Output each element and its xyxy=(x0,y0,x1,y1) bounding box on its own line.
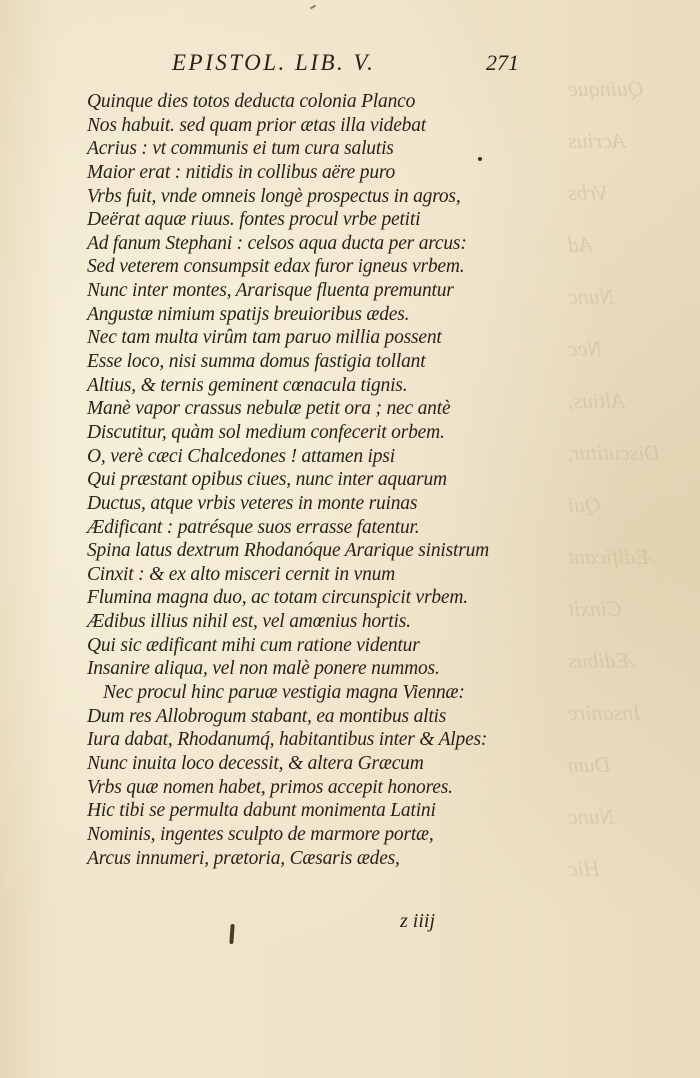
verse-line: Flumina magna duo, ac totam circunspicit vrbem. xyxy=(87,587,468,609)
verse-line: Nec procul hinc paruæ vestigia magna Viennæ: xyxy=(103,682,465,704)
verse-line: Vrbs fuit, vnde omneis longè prospectus in agros, xyxy=(87,185,461,207)
verse-line: Iura dabat, Rhodanumq́, habitantibus inter & Alpes: xyxy=(87,729,488,751)
show-through-text xyxy=(560,60,700,920)
show-through-line: Altius, xyxy=(568,388,625,413)
show-through-line: Ad xyxy=(568,232,593,257)
show-through-line: Hic xyxy=(568,856,600,881)
verse-line: O, verè cæci Chalcedones ! attamen ipsi xyxy=(87,445,395,467)
verse-line: Spina latus dextrum Rhodanóque Ararique sinistrum xyxy=(87,540,490,562)
verse-line: Nos habuit. sed quam prior ætas illa videbat xyxy=(87,114,426,136)
show-through-line: Quinque xyxy=(568,76,644,101)
verse-line: Dum res Allobrogum stabant, ea montibus altis xyxy=(87,705,447,727)
verse-line: Vrbs quæ nomen habet, primos accepit honores. xyxy=(87,776,453,798)
running-head: EPISTOL. LIB. V. xyxy=(172,50,376,75)
verse-line: Acrius : vt communis ei tum cura salutis xyxy=(87,138,394,160)
ink-speck xyxy=(478,157,482,161)
verse-line: Sed veterem consumpsit edax furor igneus vrbem. xyxy=(87,256,465,278)
verse-line: Hic tibi se permulta dabunt monimenta Latini xyxy=(87,800,436,822)
verse-line: Ædibus illius nihil est, vel amœnius hortis. xyxy=(87,611,411,633)
show-through-line: Nunc xyxy=(568,284,615,309)
show-through-line: Qui xyxy=(568,492,601,517)
verse-line: Qui præstant opibus ciues, nunc inter aquarum xyxy=(87,469,447,491)
verse-line: Nec tam multa virûm tam paruo millia possent xyxy=(87,327,442,349)
verse-line: Quinque dies totos deducta colonia Planco xyxy=(87,91,416,112)
verse-line: Esse loco, nisi summa domus fastigia tollant xyxy=(87,351,426,373)
verse-line: Manè vapor crassus nebulæ petit ora ; nec antè xyxy=(87,398,451,420)
verse-line: Nominis, ingentes sculpto de marmore portæ, xyxy=(87,823,434,845)
show-through-line: Vrbs xyxy=(568,180,608,205)
verse-line: Qui sic ædificant mihi cum ratione videntur xyxy=(87,634,420,656)
verse-line: Nunc inuita loco decessit, & altera Græcum xyxy=(87,752,424,774)
show-through-line: Discutitur, xyxy=(568,440,661,465)
verse-line: Arcus innumeri, prætoria, Cæsaris ædes, xyxy=(87,847,400,869)
signature-mark: z iiij xyxy=(400,910,436,932)
verse-line: Ædificant : patrésque suos errasse fatentur. xyxy=(87,516,420,538)
show-through-line: Nec xyxy=(568,336,603,361)
show-through-line: Ædibus xyxy=(568,648,636,673)
show-through-line: Nunc xyxy=(568,804,615,829)
show-through-line: Dum xyxy=(568,752,611,777)
verse-line: Insanire aliqua, vel non malè ponere nummos. xyxy=(87,658,440,680)
margin-mark xyxy=(310,5,316,10)
verse-line: Altius, & ternis geminent cœnacula tignis. xyxy=(87,374,408,396)
verse-line: Maior erat : nitidis in collibus aëre puro xyxy=(87,161,396,183)
verse-block xyxy=(87,90,557,870)
show-through-line: Acrius xyxy=(568,128,626,153)
page-number: 271 xyxy=(486,50,519,75)
verse-line: Ductus, atque vrbis veteres in monte ruinas xyxy=(87,492,418,514)
verse-line: Nunc inter montes, Ararisque fluenta premuntur xyxy=(87,280,454,302)
show-through-line: Insanire xyxy=(568,700,641,725)
verse-line: Discutitur, quàm sol medium confecerit orbem. xyxy=(87,421,445,443)
verse-line: Ad fanum Stephani : celsos aqua ducta per arcus: xyxy=(87,232,467,254)
verse-line: Cinxit : & ex alto misceri cernit in vnum xyxy=(87,563,396,585)
verse-line: Angustæ nimium spatijs breuioribus ædes. xyxy=(87,303,410,325)
show-through-line: Cinxit xyxy=(568,596,622,621)
ink-mark xyxy=(229,924,234,944)
verse-line: Deërat aquæ riuus. fontes procul vrbe petiti xyxy=(87,209,421,231)
show-through-line: Ædificant xyxy=(568,544,655,569)
